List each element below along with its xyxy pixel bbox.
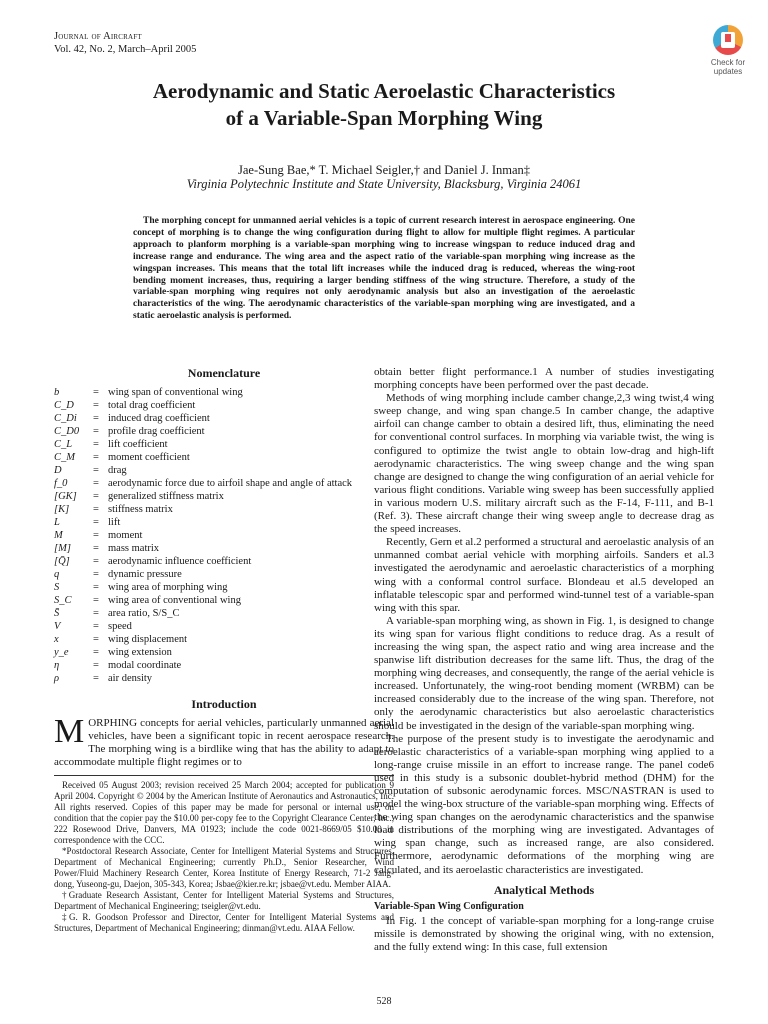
nomenclature-definition: wing area of conventional wing [108,595,241,606]
nomenclature-definition: moment coefficient [108,452,190,463]
nomenclature-definition: generalized stiffness matrix [108,491,224,502]
nomenclature-row [54,399,352,412]
nomenclature-row [54,659,352,672]
footnote-received: Received 05 August 2003; revision received 25 March 2004; accepted for publication 9 April 2004. Copyright © 2004 by the American Institute of Aeronautics and Astronautics, Inc. All rights reserved. Copies of this paper may be made for personal or internal use, on condition that the copier pay the $10.00 per-copy fee to the Copyright Clearance Center, Inc., 222 Rosewood Drive, Danvers, MA 01923; include the code 0021-8669/05 $10.00 in correspondence with the CCC. [54,780,394,846]
equals-sign: = [93,439,99,450]
nomenclature-row [54,672,352,685]
nomenclature-row [54,529,352,542]
body-paragraph-4: A variable-span morphing wing, as shown in Fig. 1, is designed to change its wing span for various flight conditions to reduce drag. As a result of increasing the wing span, the aspect ratio and wing area increase and the spanwise lift distribution decreases for the same lift. Thus, the drag of the morphing wing decreases, and consequently, the range of the aerial vehicle is increased. Unfortunately, the wing-root bending moment (WRBM) can be increased considerably due to the increase of the wing span. Therefore, not only the aerodynamic characteristics but also aeroelastic characteristics should be investigated in the design of the variable-span morphing wing. [374,614,714,732]
check-for-updates-badge[interactable] [703,25,753,80]
badge-label: Check for updates [710,58,746,76]
equals-sign: = [93,543,99,554]
nomenclature-row [54,451,352,464]
nomenclature-symbol: S_C [54,595,72,606]
body-paragraph-6: In Fig. 1 the concept of variable-span morphing for a long-range cruise missile is demonstrated by showing the original wing, with no extension, and the fully extend wing: In this case, full extension [374,914,714,953]
nomenclature-row [54,503,352,516]
equals-sign: = [93,556,99,567]
nomenclature-symbol: q [54,569,60,580]
footnotes [54,780,394,934]
nomenclature-row [54,568,352,581]
nomenclature-row [54,594,352,607]
equals-sign: = [93,517,99,528]
nomenclature-row [54,516,352,529]
nomenclature-symbol: L [54,517,60,528]
nomenclature-row [54,464,352,477]
nomenclature-definition: drag [108,465,127,476]
nomenclature-symbol: f_0 [54,478,68,489]
nomenclature-row [54,581,352,594]
author-list: Jae-Sung Bae,* T. Michael Seigler,† and Daniel J. Inman‡ [237,163,531,177]
intro-paragraph [54,713,394,769]
nomenclature-definition: stiffness matrix [108,504,173,515]
nomenclature-definition: lift [108,517,121,528]
nomenclature-symbol: y_e [54,647,69,658]
nomenclature-symbol: η [54,660,60,671]
equals-sign: = [93,491,99,502]
nomenclature-definition: moment [108,530,143,541]
equals-sign: = [93,452,99,463]
equals-sign: = [93,426,99,437]
nomenclature-symbol: C_D0 [54,426,80,437]
footnote-author-1: *Postdoctoral Research Associate, Center for Intelligent Material Systems and Structures, Department of Mechanical Engineering; currently Ph.D., Senior Researcher, Wind Power/Fluid Machinery Research Center, Korea Institute of Energy Research, 71-2 Jang-dong, Yuseong-gu, Daejon, 305-343, Korea; Jsbae@kier.re.kr; jsbae@vt.edu. Member AIAA. [54,846,394,890]
equals-sign: = [93,504,99,515]
nomenclature-symbol: S̄ [54,608,60,619]
equals-sign: = [93,400,99,411]
left-column [54,366,394,934]
nomenclature-definition: area ratio, S/S_C [108,608,180,619]
nomenclature-definition: wing area of morphing wing [108,582,228,593]
nomenclature-symbol: [K] [54,504,70,515]
nomenclature-definition: mass matrix [108,543,160,554]
nomenclature-heading: Nomenclature [187,366,261,380]
nomenclature-definition: aerodynamic force due to airfoil shape and angle of attack [108,478,353,489]
body-paragraph-3: Recently, Gern et al.2 performed a structural and aeroelastic analysis of an unmanned combat aerial vehicle with morphing airfoils. Sanders et al.3 investigated the aerodynamic and aeroelastic characteristics of a morphing wing with a conformal control surface. Blondeau et al.5 developed an inflatable telescopic spar and performed wind-tunnel test of a variable-span wing with this spar. [374,536,714,614]
nomenclature-definition: total drag coefficient [108,400,196,411]
nomenclature-symbol: [GK] [54,491,77,502]
title-line-1: Aerodynamic and Static Aeroelastic Characteristics [152,79,616,103]
nomenclature-definition: profile drag coefficient [108,426,205,437]
equals-sign: = [93,530,99,541]
nomenclature-symbol: C_M [54,452,75,463]
affiliation: Virginia Polytechnic Institute and State University, Blacksburg, Virginia 24061 [186,177,582,191]
journal-name: Journal of Aircraft [54,31,142,42]
nomenclature-row [54,607,352,620]
equals-sign: = [93,582,99,593]
nomenclature-definition: wing extension [108,647,172,658]
paper-title [0,78,768,132]
equals-sign: = [93,673,99,684]
body-paragraph-5: The purpose of the present study is to investigate the aerodynamic and aeroelastic characteristics of a variable-span morphing wing applied to a long-range cruise missile in an effort to increase range. The panel code6 used in this study is a subsonic doublet-hybrid method (DHM) for the computation of subsonic aerodynamic forces. MSC/NASTRAN is used to model the wing-box structure of the variable-span morphing wing. Effects of the wing span changes on the aerodynamic characteristics and the spanwise load distributions of the morphing wing are investigated. Advantages of wing span change, such as increased range, are also considered. Furthermore, aerodynamic deformations of the morphing wing are calculated, and its aeroelastic characteristics are investigated. [374,732,714,876]
equals-sign: = [93,595,99,606]
equals-sign: = [93,608,99,619]
nomenclature-definition: wing displacement [108,634,188,645]
nomenclature-symbol: ρ [54,673,60,684]
equals-sign: = [93,465,99,476]
nomenclature-symbol: V [54,621,61,632]
nomenclature-definition: lift coefficient [108,439,168,450]
nomenclature-definition: speed [108,621,132,632]
nomenclature-symbol: b [54,387,60,398]
nomenclature-symbol: D [54,465,62,476]
equals-sign: = [93,478,99,489]
nomenclature-symbol: M [54,530,63,541]
footnote-author-3: ‡G. R. Goodson Professor and Director, Center for Intelligent Material Systems and Structures, Department of Mechanical Engineering; dinman@vt.edu. AIAA Fellow. [54,912,394,934]
title-line-2: of a Variable-Span Morphing Wing [225,106,543,130]
drop-cap: M [54,713,85,750]
equals-sign: = [93,413,99,424]
abstract: The morphing concept for unmanned aerial vehicles is a topic of current research interest in aerospace engineering. One concept of morphing is to change the wing configuration during flight to allow for multiple flight regimes. A particular approach to planform morphing is a variable-span morphing wing to increase wingspan to reduce induced drag and increase range and endurance. The wing area and the aspect ratio of the variable-span morphing wing increase as the wingspan increases. This means that the total lift increases while the induced drag is reduced, whereas the wing-root bending moment increases, thus, requiring a larger bending stiffness of the wing structure. Therefore, a study of the variable-span morphing wing requires not only aerodynamic analysis but also an investigation of the aeroelastic characteristics of the wing. The aerodynamic characteristics of the variable-span morphing wing are investigated, and a static aeroelastic analysis is performed. [133,216,635,322]
right-column [374,366,714,954]
nomenclature-row [54,646,352,659]
nomenclature-symbol: C_D [54,400,74,411]
nomenclature-definition: air density [108,673,153,684]
footnote-author-2: †Graduate Research Assistant, Center for Intelligent Material Systems and Structures, Department of Mechanical Engineering; tseigler@vt.edu. [54,890,394,912]
journal-header [54,30,196,56]
analytical-methods-heading: Analytical Methods [493,882,595,897]
nomenclature-table [54,386,352,685]
nomenclature-definition: dynamic pressure [108,569,182,580]
equals-sign: = [93,660,99,671]
nomenclature-row [54,490,352,503]
equals-sign: = [93,634,99,645]
nomenclature-definition: aerodynamic influence coefficient [108,556,252,567]
subsection-heading: Variable-Span Wing Configuration [374,900,524,912]
body-paragraph-2: Methods of wing morphing include camber change,2,3 wing twist,4 wing sweep change, and wing span change.5 In camber change, the adaptive airfoil can change camber to obtain a desired lift, thus, eliminating the need for conventional control surfaces. In morphing via variable twist, the wing is configured to optimize the twist angle to obtain low-drag and high-lift aerodynamic characteristics. The wing sweep change and the wing span change are designed to change the wing configuration of an aerial vehicle for various flight conditions. Variable wing sweep has been successfully applied in various modern U.S. military aircraft such as the F-14, F-111, and B-1 (Ref. 3). These aircraft change their wing sweep angle to decrease drag as the speed increases. [374,392,714,536]
nomenclature-row [54,542,352,555]
nomenclature-row [54,633,352,646]
nomenclature-symbol: C_Di [54,413,77,424]
footnote-divider [54,775,394,776]
intro-text: ORPHING concepts for aerial vehicles, particularly unmanned aerial vehicles, have been a significant topic in recent aerospace research. The morphing wing is a birdlike wing that has the ability to adapt to accommodate multiple flight regimes or to [54,717,394,769]
nomenclature-row [54,438,352,451]
equals-sign: = [93,569,99,580]
nomenclature-symbol: C_L [54,439,73,450]
introduction-heading: Introduction [191,697,257,711]
equals-sign: = [93,621,99,632]
nomenclature-row [54,555,352,568]
nomenclature-symbol: x [54,634,59,645]
nomenclature-row [54,386,352,399]
nomenclature-definition: wing span of conventional wing [108,387,243,398]
equals-sign: = [93,387,99,398]
body-paragraph-1: obtain better flight performance.1 A number of studies investigating morphing concepts have been performed over the past decade. [374,366,714,392]
check-updates-icon [713,25,743,55]
nomenclature-definition: modal coordinate [108,660,182,671]
page-number: 528 [376,996,392,1007]
journal-volume: Vol. 42, No. 2, March–April 2005 [54,44,197,55]
nomenclature-symbol: [M] [54,543,71,554]
nomenclature-definition: induced drag coefficient [108,413,210,424]
nomenclature-row [54,620,352,633]
equals-sign: = [93,647,99,658]
nomenclature-row [54,412,352,425]
nomenclature-row [54,477,352,490]
nomenclature-symbol: S [54,582,60,593]
nomenclature-row [54,425,352,438]
nomenclature-symbol: [Q̄] [54,556,70,567]
